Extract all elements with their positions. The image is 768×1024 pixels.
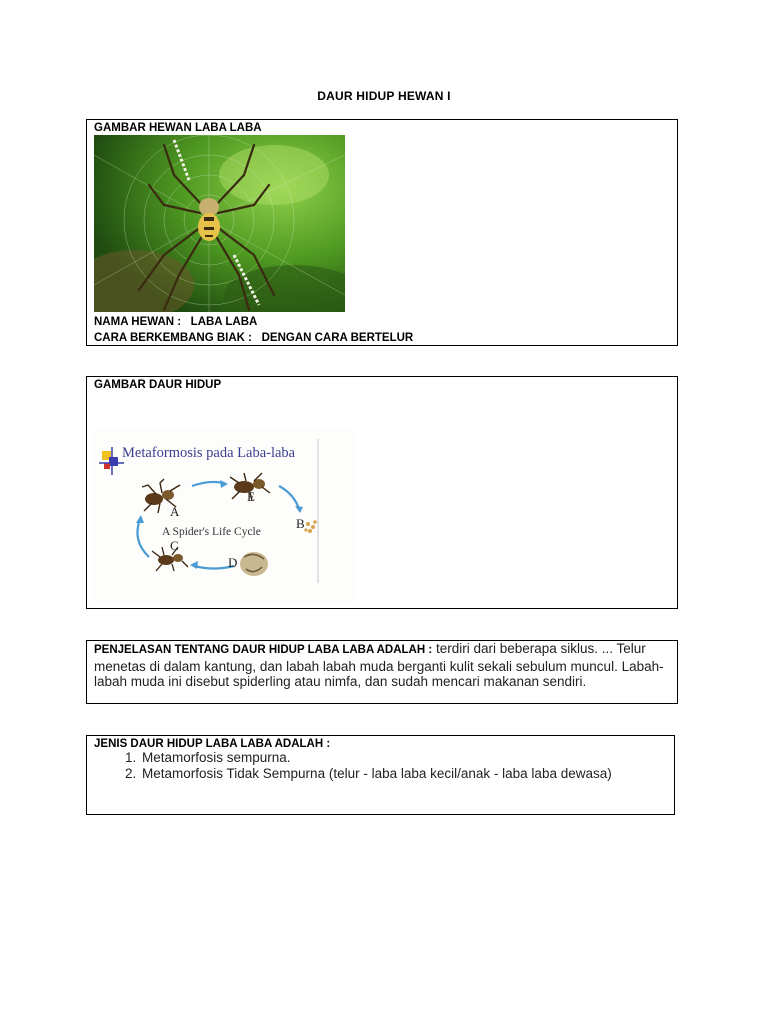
stage-label-e: E — [247, 489, 255, 504]
types-list — [104, 750, 612, 782]
stage-label-d: D — [228, 555, 238, 570]
life-cycle-heading: GAMBAR DAUR HIDUP — [94, 379, 222, 391]
spider-photo — [94, 135, 345, 312]
explanation-paragraph — [94, 641, 669, 690]
animal-breeding-line: CARA BERKEMBANG BIAK : DENGAN CARA BERTELUR — [94, 332, 414, 344]
diagram-title: Metaformosis pada Laba-laba — [122, 445, 296, 461]
life-cycle-box — [86, 376, 678, 609]
types-box — [86, 735, 675, 815]
animal-name-line: NAMA HEWAN : LABA LABA — [94, 316, 258, 328]
list-item: 2. Metamorfosis Tidak Sempurna (telur - laba laba kecil/anak - laba laba dewasa) — [140, 766, 612, 782]
list-item: 1. Metamorfosis sempurna. — [140, 750, 612, 766]
stage-label-c: C — [170, 538, 179, 553]
egg-sac-stage-d-icon — [240, 552, 268, 576]
stage-label-a: A — [170, 504, 180, 519]
explanation-box — [86, 640, 678, 704]
explanation-text: terdiri dari beberapa siklus. ... Telur menetas di dalam kantung, dan labah labah muda berganti kulit sekali sebulum muncul. Labah-labah muda ini disebut spiderling atau nimfa, dan sudah mencari makanan sendiri. — [94, 641, 664, 689]
animal-box — [86, 119, 678, 346]
life-cycle-diagram — [94, 429, 354, 605]
animal-heading: GAMBAR HEWAN LABA LABA — [94, 122, 262, 134]
animal-info — [94, 314, 413, 346]
diagram-caption: A Spider's Life Cycle — [162, 526, 261, 538]
types-heading: JENIS DAUR HIDUP LABA LABA ADALAH : — [94, 738, 331, 750]
stage-label-b: B — [296, 516, 305, 531]
explanation-heading: PENJELASAN TENTANG DAUR HIDUP LABA LABA ADALAH : — [94, 644, 433, 656]
page-title: DAUR HIDUP HEWAN I — [317, 89, 451, 103]
